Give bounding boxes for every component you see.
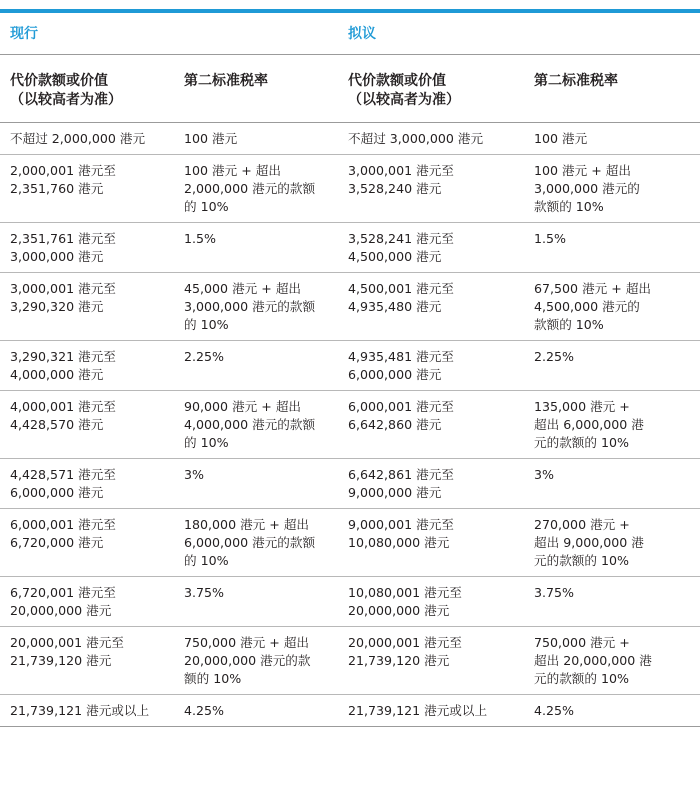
current-amount-cell: 6,720,001 港元至 20,000,000 港元 xyxy=(10,585,116,618)
current-rate-cell: 1.5% xyxy=(184,231,216,246)
proposed-amount-cell: 10,080,001 港元至 20,000,000 港元 xyxy=(348,585,462,618)
proposed-rate-cell: 100 港元 xyxy=(534,131,588,146)
table-row xyxy=(0,223,700,273)
proposed-rate-cell: 270,000 港元 + 超出 9,000,000 港 元的款额的 10% xyxy=(534,517,644,568)
proposed-rate-cell: 2.25% xyxy=(534,349,575,364)
proposed-amount-cell: 4,500,001 港元至 4,935,480 港元 xyxy=(348,281,454,314)
proposed-rate-cell: 3% xyxy=(534,467,554,482)
proposed-amount-cell: 6,000,001 港元至 6,642,860 港元 xyxy=(348,399,454,432)
current-amount-cell: 不超过 2,000,000 港元 xyxy=(10,131,146,146)
current-rate-cell: 4.25% xyxy=(184,703,225,718)
table-row xyxy=(0,695,700,727)
table-body xyxy=(0,123,700,727)
table-row xyxy=(0,155,700,223)
current-rate-cell: 3% xyxy=(184,467,204,482)
table-row xyxy=(0,627,700,695)
header-current-amount: 代价款额或价值 （以较高者为准） xyxy=(10,73,122,108)
current-amount-cell: 4,428,571 港元至 6,000,000 港元 xyxy=(10,467,116,500)
table-row xyxy=(0,391,700,459)
proposed-amount-cell: 3,000,001 港元至 3,528,240 港元 xyxy=(348,163,454,196)
table-row xyxy=(0,577,700,627)
current-rate-cell: 100 港元 + 超出 2,000,000 港元的款额 的 10% xyxy=(184,163,316,214)
table-row xyxy=(0,123,700,155)
table-row xyxy=(0,509,700,577)
current-amount-cell: 20,000,001 港元至 21,739,120 港元 xyxy=(10,635,124,668)
current-rate-cell: 90,000 港元 + 超出 4,000,000 港元的款额 的 10% xyxy=(184,399,316,450)
section-current-label: 现行 xyxy=(10,26,38,42)
proposed-rate-cell: 3.75% xyxy=(534,585,575,600)
current-rate-cell: 750,000 港元 + 超出 20,000,000 港元的款 额的 10% xyxy=(184,635,311,686)
current-amount-cell: 6,000,001 港元至 6,720,000 港元 xyxy=(10,517,116,550)
proposed-amount-cell: 4,935,481 港元至 6,000,000 港元 xyxy=(348,349,454,382)
current-amount-cell: 21,739,121 港元或以上 xyxy=(10,703,150,718)
proposed-rate-cell: 135,000 港元 + 超出 6,000,000 港 元的款额的 10% xyxy=(534,399,644,450)
header-current-rate: 第二标准税率 xyxy=(184,73,268,89)
section-proposed-label: 拟议 xyxy=(348,26,376,42)
proposed-rate-cell: 67,500 港元 + 超出 4,500,000 港元的 款额的 10% xyxy=(534,281,652,332)
current-rate-cell: 3.75% xyxy=(184,585,225,600)
proposed-amount-cell: 21,739,121 港元或以上 xyxy=(348,703,488,718)
proposed-amount-cell: 3,528,241 港元至 4,500,000 港元 xyxy=(348,231,454,264)
current-rate-cell: 2.25% xyxy=(184,349,225,364)
proposed-rate-cell: 4.25% xyxy=(534,703,575,718)
column-header-row xyxy=(0,55,700,123)
proposed-amount-cell: 9,000,001 港元至 10,080,000 港元 xyxy=(348,517,454,550)
current-rate-cell: 45,000 港元 + 超出 3,000,000 港元的款额 的 10% xyxy=(184,281,316,332)
current-amount-cell: 2,351,761 港元至 3,000,000 港元 xyxy=(10,231,116,264)
proposed-rate-cell: 100 港元 + 超出 3,000,000 港元的 款额的 10% xyxy=(534,163,640,214)
stamp-duty-rate-table xyxy=(0,13,700,727)
table-row xyxy=(0,273,700,341)
proposed-rate-cell: 750,000 港元 + 超出 20,000,000 港 元的款额的 10% xyxy=(534,635,652,686)
current-rate-cell: 180,000 港元 + 超出 6,000,000 港元的款额 的 10% xyxy=(184,517,316,568)
current-amount-cell: 3,290,321 港元至 4,000,000 港元 xyxy=(10,349,116,382)
header-proposed-rate: 第二标准税率 xyxy=(534,73,618,89)
current-amount-cell: 3,000,001 港元至 3,290,320 港元 xyxy=(10,281,116,314)
proposed-rate-cell: 1.5% xyxy=(534,231,566,246)
section-header-row xyxy=(0,13,700,55)
proposed-amount-cell: 不超过 3,000,000 港元 xyxy=(348,131,484,146)
table-row xyxy=(0,459,700,509)
current-rate-cell: 100 港元 xyxy=(184,131,238,146)
current-amount-cell: 2,000,001 港元至 2,351,760 港元 xyxy=(10,163,116,196)
proposed-amount-cell: 6,642,861 港元至 9,000,000 港元 xyxy=(348,467,454,500)
table-row xyxy=(0,341,700,391)
proposed-amount-cell: 20,000,001 港元至 21,739,120 港元 xyxy=(348,635,462,668)
header-proposed-amount: 代价款额或价值 （以较高者为准） xyxy=(348,73,460,108)
current-amount-cell: 4,000,001 港元至 4,428,570 港元 xyxy=(10,399,116,432)
